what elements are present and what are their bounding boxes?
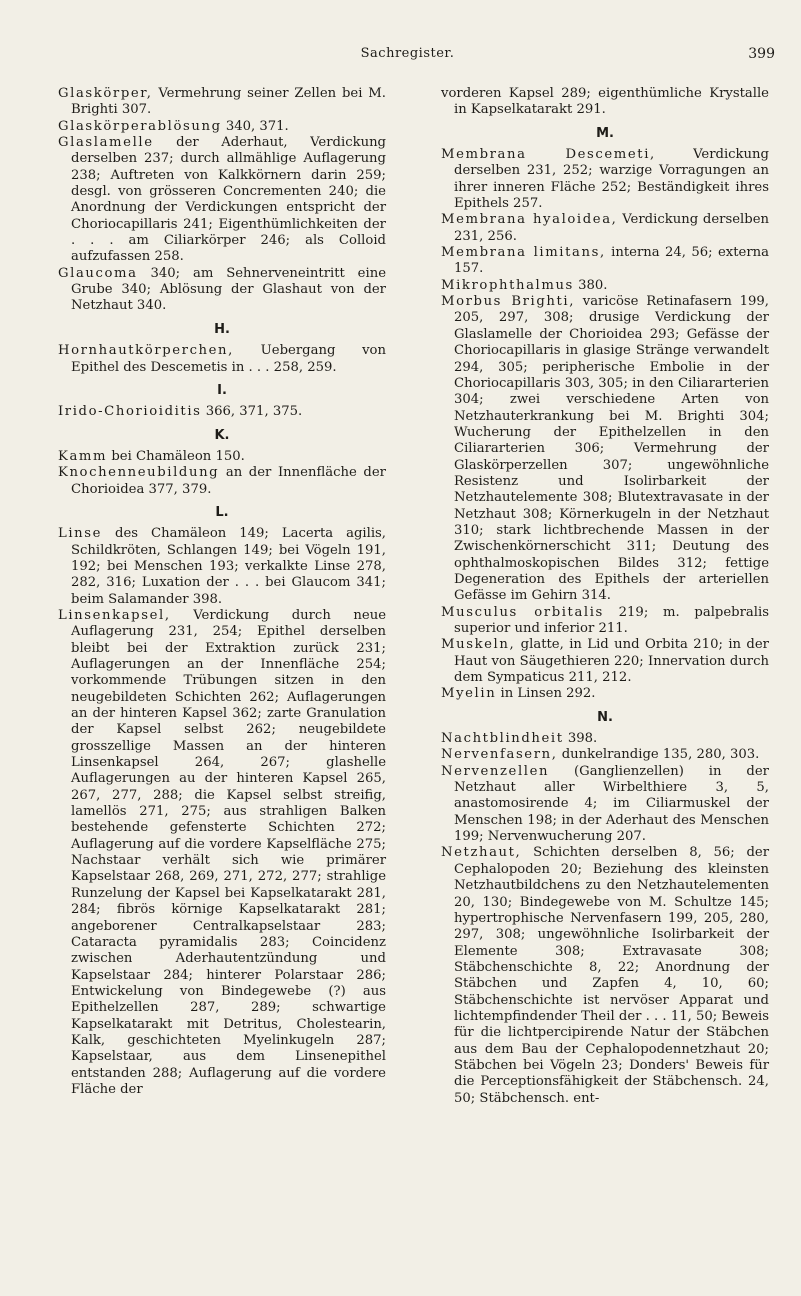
index-references: Verdickung durch neue Auflagerung 231, 254; Epithel derselben bleibt bei der Extraktion zurück 231; Auflagerungen an der Innenfläche 254; vorkommende Trübungen sitzen in den neugebildeten Schichten 262; Auflagerungen an der hinteren Kapsel 362; zarte Granulation der Kapsel selbst 262; neugebildete grosszellige Massen an der hinteren Linsenkapsel 264, 267; glashelle Auflagerungen au der hinteren Kapsel 265, 267, 277, 288; die Kapsel selbst streifig, lamellös 271, 275; aus strahligen Balken bestehende gefensterte Schichten 272; Auflagerung auf die vordere Kapselfläche 275; Nachstaar verhält sich wie primärer Kapselstaar 268, 269, 271, 272, 277; strahlige Runzelung der Kapsel bei Kapselkatarakt 281, 284; fibrös körnige Kapselkatarakt 281; angeborener Centralkapselstaar 283; Cataracta pyramidalis 283; Coincidenz zwischen Aderhautentzündung und Kapselstaar 284; hinterer Polarstaar 286; Entwickelung von Bindegewebe (?) aus Epithelzellen 287, 289; schwartige Kapselkatarakt mit Detritus, Cholestearin, Kalk, geschichteten Myelinkugeln 287; Kapselstaar, aus dem Linsenepithel entstanden 288; Auflagerung auf die vordere Fläche der [71, 607, 386, 1097]
index-references: 366, 371, 375. [205, 404, 303, 420]
index-keyword: Glaskörperablösung [58, 118, 222, 134]
index-entry [441, 686, 769, 702]
index-references: 380. [578, 277, 608, 293]
entries-m [441, 147, 769, 703]
right-column [441, 86, 769, 1107]
section-letter-l: L. [215, 504, 229, 520]
index-keyword: Knochenneubildung [58, 465, 220, 481]
index-entry [58, 266, 386, 315]
index-entry [441, 147, 769, 212]
page-number: 399 [748, 46, 775, 62]
index-entry [441, 637, 769, 686]
index-keyword: Nachtblindheit [441, 731, 564, 747]
index-entry [58, 465, 386, 498]
index-keyword: Myelin [441, 686, 497, 702]
index-entry [58, 119, 386, 135]
index-references: Verdickung derselben 231, 252; warzige Vorragungen an ihrer inneren Fläche 252; Beständigkeit ihres Epithels 257. [454, 147, 769, 212]
index-keyword: Hornhautkörperchen, [58, 343, 234, 359]
index-keyword: Nervenfasern, [441, 747, 558, 763]
index-entry [441, 845, 769, 1107]
index-keyword: Membrana hyaloidea, [441, 212, 618, 228]
running-header [40, 46, 775, 66]
index-references: dunkelrandige 135, 280, 303. [561, 747, 760, 763]
index-entry [441, 278, 769, 294]
entries-n [441, 731, 769, 1107]
index-keyword: Glaucoma [58, 265, 138, 281]
index-entry [441, 212, 769, 245]
index-entry [58, 343, 386, 376]
index-keyword: Glaskörper, [58, 86, 153, 101]
section-letter-h: H. [214, 321, 230, 337]
index-references: bei Chamäleon 150. [111, 448, 245, 464]
index-keyword: Netzhaut, [441, 845, 522, 861]
index-keyword: Morbus Brighti, [441, 294, 576, 310]
section-letter-i: I. [217, 382, 227, 398]
index-keyword: Linse [58, 526, 103, 542]
index-entry [441, 294, 769, 605]
index-references: Schichten derselben 8, 56; der Cephalopoden 20; Beziehung des kleinsten Netzhautbildchens zu den Netzhautelementen 20, 130; Bindegewebe von M. Schultze 145; hypertrophische Nervenfasern 199, 205, 280, 297, 308; ungewöhnliche Isolirbarkeit der Elemente 308; Extravasate 308; Stäbchenschichte 8, 22; Anordnung der Stäbchen und Zapfen 4, 10, 60; Stäbchenschichte ist nervöser Apparat und lichtempfindender Theil der . . . 11, 50; Beweis für die lichtpercipirende Natur der Stäbchen aus dem Bau der Cephalopodennetzhaut 20; Stäbchen bei Vögeln 23; Donders' Beweis für die Perceptionsfähigkeit der Stäbchensch. 24, 50; Stäbchensch. ent- [454, 845, 770, 1106]
index-references: des Chamäleon 149; Lacerta agilis, Schildkröten, Schlangen 149; bei Vögeln 191, 192; bei Menschen 193; verkalkte Linse 278, 282, 316; Luxation der . . . bei Glaucom 341; beim Salamander 398. [71, 526, 386, 607]
section-letter-n: N. [597, 709, 613, 725]
index-entry [58, 86, 386, 119]
index-entry [441, 245, 769, 278]
entries-i [58, 404, 386, 420]
index-entry [58, 404, 386, 420]
entries-l [58, 526, 386, 1098]
index-entry [441, 747, 769, 763]
continued-entry: vorderen Kapsel 289; eigenthümliche Krystalle in Kapselkatarakt 291. [441, 86, 769, 118]
index-entry [441, 605, 769, 638]
index-references: Vermehrung seiner Zellen bei M. Brighti 307. [71, 86, 386, 118]
index-references: varicöse Retinafasern 199, 205, 297, 308; drusige Verdickung der Glaslamelle der Chorioidea 293; Gefässe der Choriocapillaris in glasige Stränge verwandelt 294, 305; peripherische Embolie in der Choriocapillaris 303, 305; in den Ciliararterien 304; zwei verschiedene Arten von Netzhauterkrankung bei M. Brighti 304; Wucherung der Epithelzellen in den Ciliararterien 306; Vermehrung der Glaskörperzellen 307; ungewöhnliche Resistenz und Isolirbarkeit der Netzhautelemente 308; Blutextravasate in der Netzhaut 308; Körnerkugeln in der Netzhaut 310; stark lichtbrechende Massen in der Zwischenkörnerschicht 311; Deutung des ophthalmoskopischen Bildes 312; fettige Degeneration des Epithels der arteriellen Gefässe im Gehirn 314. [454, 294, 769, 604]
index-entry [58, 608, 386, 1098]
index-entry [441, 731, 769, 747]
index-references: der Aderhaut, Verdickung derselben 237; durch allmählige Auflagerung 238; Auftreten von Kalkkörnern darin 259; desgl. von grösseren Concrementen 240; die Anordnung der Verdickungen entspricht der Choriocapillaris 241; Eigenthümlichkeiten der . . . am Ciliarkörper 246; als Colloid aufzufassen 258. [71, 135, 386, 265]
index-keyword: Glaslamelle [58, 135, 154, 151]
index-references: 340; am Sehnerveneintritt eine Grube 340; Ablösung der Glashaut von der Netzhaut 340. [71, 265, 386, 314]
index-keyword: Muskeln, [441, 637, 516, 653]
index-references: 340, 371. [225, 118, 289, 134]
index-keyword: Nervenzellen [441, 763, 550, 779]
entries-h [58, 343, 386, 376]
index-keyword: Linsenkapsel, [58, 607, 171, 623]
index-keyword: Membrana limitans, [441, 245, 606, 261]
index-references: 398. [567, 731, 598, 747]
left-column [58, 86, 386, 1098]
index-entry [58, 135, 386, 266]
index-references: (Ganglienzellen) in der Netzhaut aller Wirbelthiere 3, 5, anastomosirende 4; im Ciliarmuskel der Menschen 198; in der Aderhaut des Menschen 199; Nervenwucherung 207. [454, 763, 769, 845]
entries-k [58, 449, 386, 498]
index-references: an der Innenfläche der Chorioidea 377, 379. [71, 465, 386, 497]
index-keyword: Kamm [58, 448, 108, 464]
index-references: interna 24, 56; externa 157. [454, 245, 769, 277]
index-keyword: Mikrophthalmus [441, 277, 574, 293]
index-references: Uebergang von Epithel des Descemetis in . . . 258, 259. [71, 343, 386, 375]
index-references: glatte, in Lid und Orbita 210; in der Haut von Säugethieren 220; Innervation durch dem Sympaticus 211, 212. [454, 637, 769, 686]
index-keyword: Musculus orbitalis [441, 604, 604, 620]
index-references: Verdickung derselben 231, 256. [454, 212, 769, 244]
section-letter-m: M. [596, 125, 614, 141]
index-entry [58, 526, 386, 608]
index-entry [58, 449, 386, 465]
entries-g [58, 86, 386, 315]
index-entry [441, 764, 769, 846]
running-title: Sachregister. [360, 46, 455, 61]
index-keyword: Irido-Chorioiditis [58, 404, 202, 420]
section-letter-k: K. [214, 427, 230, 443]
index-references: in Linsen 292. [500, 686, 596, 702]
index-references: 219; m. palpebralis superior und inferior 211. [454, 604, 769, 636]
index-keyword: Membrana Descemeti, [441, 147, 656, 163]
